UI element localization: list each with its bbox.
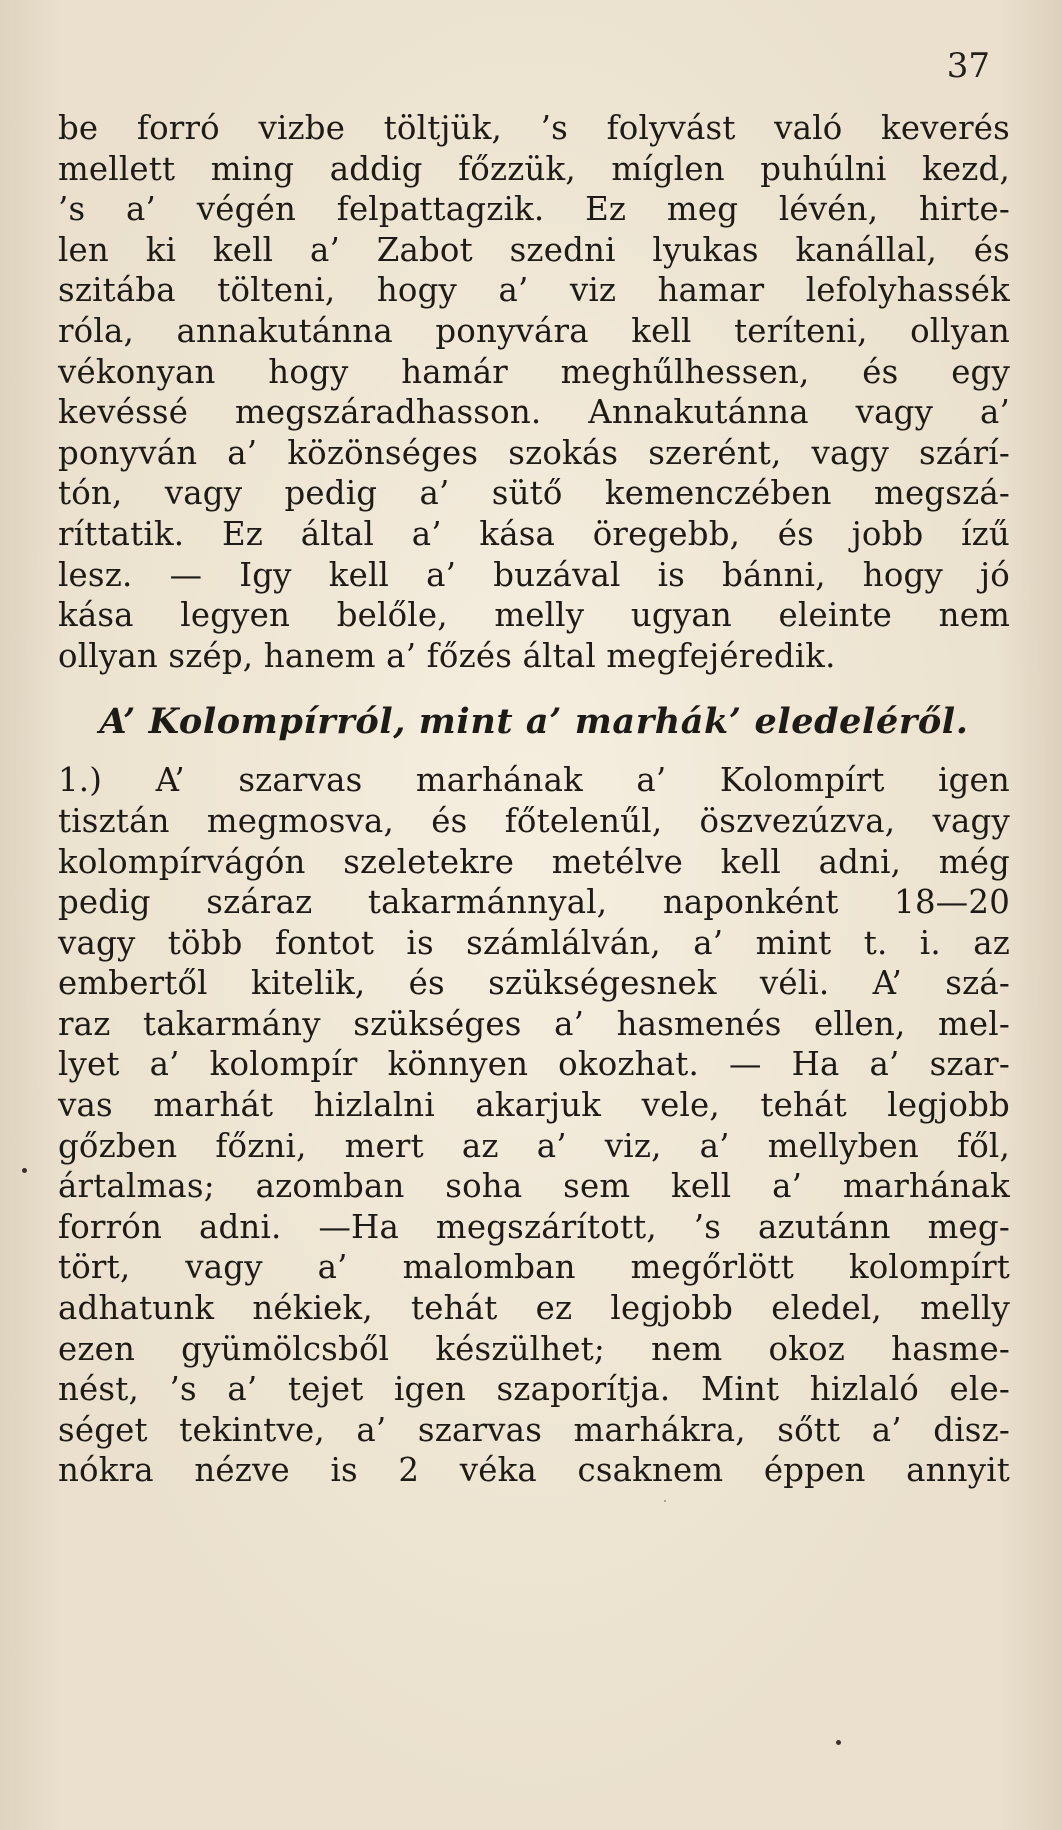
text-line: vas marhát hizlalni akarjuk vele, tehát legjobb xyxy=(58,1086,1010,1125)
text-line: 1.) A’ szarvas marhának a’ Kolompírt igen xyxy=(58,761,1010,800)
text-line: kolompírvágón szeletekre metélve kell adni, még xyxy=(58,842,1010,881)
text-line: ríttatik. Ez által a’ kása öregebb, és jobb ízű xyxy=(58,514,1010,553)
text-line: raz takarmány szükséges a’ hasmenés ellen, mel- xyxy=(58,1004,1010,1043)
text-line: tón, vagy pedig a’ sütő kemenczében megszá- xyxy=(58,474,1010,513)
text-line: lyet a’ kolompír könnyen okozhat. — Ha a’ szar- xyxy=(58,1045,1010,1084)
text-line: nést, ’s a’ tejet igen szaporítja. Mint hizlaló ele- xyxy=(58,1370,1010,1409)
text-line: vagy több fontot is számlálván, a’ mint t. i. az xyxy=(58,923,1010,962)
text-line: kása legyen belőle, melly ugyan eleinte nem xyxy=(58,596,1010,635)
section-heading: A’ Kolompírról, mint a’ marhák’ eledeléről. xyxy=(99,701,969,743)
text-line: mellett ming addig főzzük, míglen puhúlni kezd, xyxy=(58,149,1010,188)
text-line: ’s a’ végén felpattagzik. Ez meg lévén, hirte- xyxy=(58,190,1010,229)
text-line: tisztán megmosva, és főtelenűl, öszvezúzva, vagy xyxy=(58,801,1010,840)
text-line: ollyan szép, hanem a’ főzés által megfejéredik. xyxy=(58,636,836,675)
text-line: pedig száraz takarmánnyal, naponként 18—20 xyxy=(58,883,1010,922)
text-line: tört, vagy a’ malomban megőrlött kolompírt xyxy=(58,1248,1010,1287)
text-line: len ki kell a’ Zabot szedni lyukas kanállal, és xyxy=(58,230,1010,269)
ink-speck xyxy=(664,1500,666,1502)
text-line: vékonyan hogy hamár meghűlhessen, és egy xyxy=(58,352,1010,391)
text-line: ártalmas; azomban soha sem kell a’ marhának xyxy=(58,1167,1010,1206)
page-number: 37 xyxy=(946,46,990,86)
paragraph-2 xyxy=(58,760,1010,1491)
text-line: gőzben főzni, mert az a’ viz, a’ mellyben fől, xyxy=(58,1126,1010,1165)
text-line: lesz. — Igy kell a’ buzával is bánni, hogy jó xyxy=(58,555,1010,594)
text-line: róla, annakutánna ponyvára kell teríteni, ollyan xyxy=(58,311,1010,350)
text-line: embertől kitelik, és szükségesnek véli. A’ szá- xyxy=(58,964,1010,1003)
text-line: ponyván a’ közönséges szokás szerént, vagy szárí- xyxy=(58,433,1010,472)
text-line: adhatunk nékiek, tehát ez legjobb eledel, melly xyxy=(58,1289,1010,1328)
ink-speck xyxy=(22,1168,27,1173)
text-line: be forró vizbe töltjük, ’s folyvást való keverés xyxy=(58,109,1010,147)
text-line: séget tekintve, a’ szarvas marhákra, sőtt a’ disz- xyxy=(58,1410,1010,1449)
text-line: forrón adni. —Ha megszárított, ’s azutánn meg- xyxy=(58,1207,1010,1246)
text-line: szitába tölteni, hogy a’ viz hamar lefolyhassék xyxy=(58,271,1010,310)
text-line: ezen gyümölcsből készülhet; nem okoz hasme- xyxy=(58,1329,1010,1368)
text-block xyxy=(58,108,1010,1491)
text-line: nókra nézve is 2 véka csaknem éppen annyit xyxy=(58,1451,1010,1490)
paragraph-1 xyxy=(58,108,1010,676)
ink-speck xyxy=(836,1740,841,1745)
text-line: kevéssé megszáradhasson. Annakutánna vagy a’ xyxy=(58,393,1010,432)
